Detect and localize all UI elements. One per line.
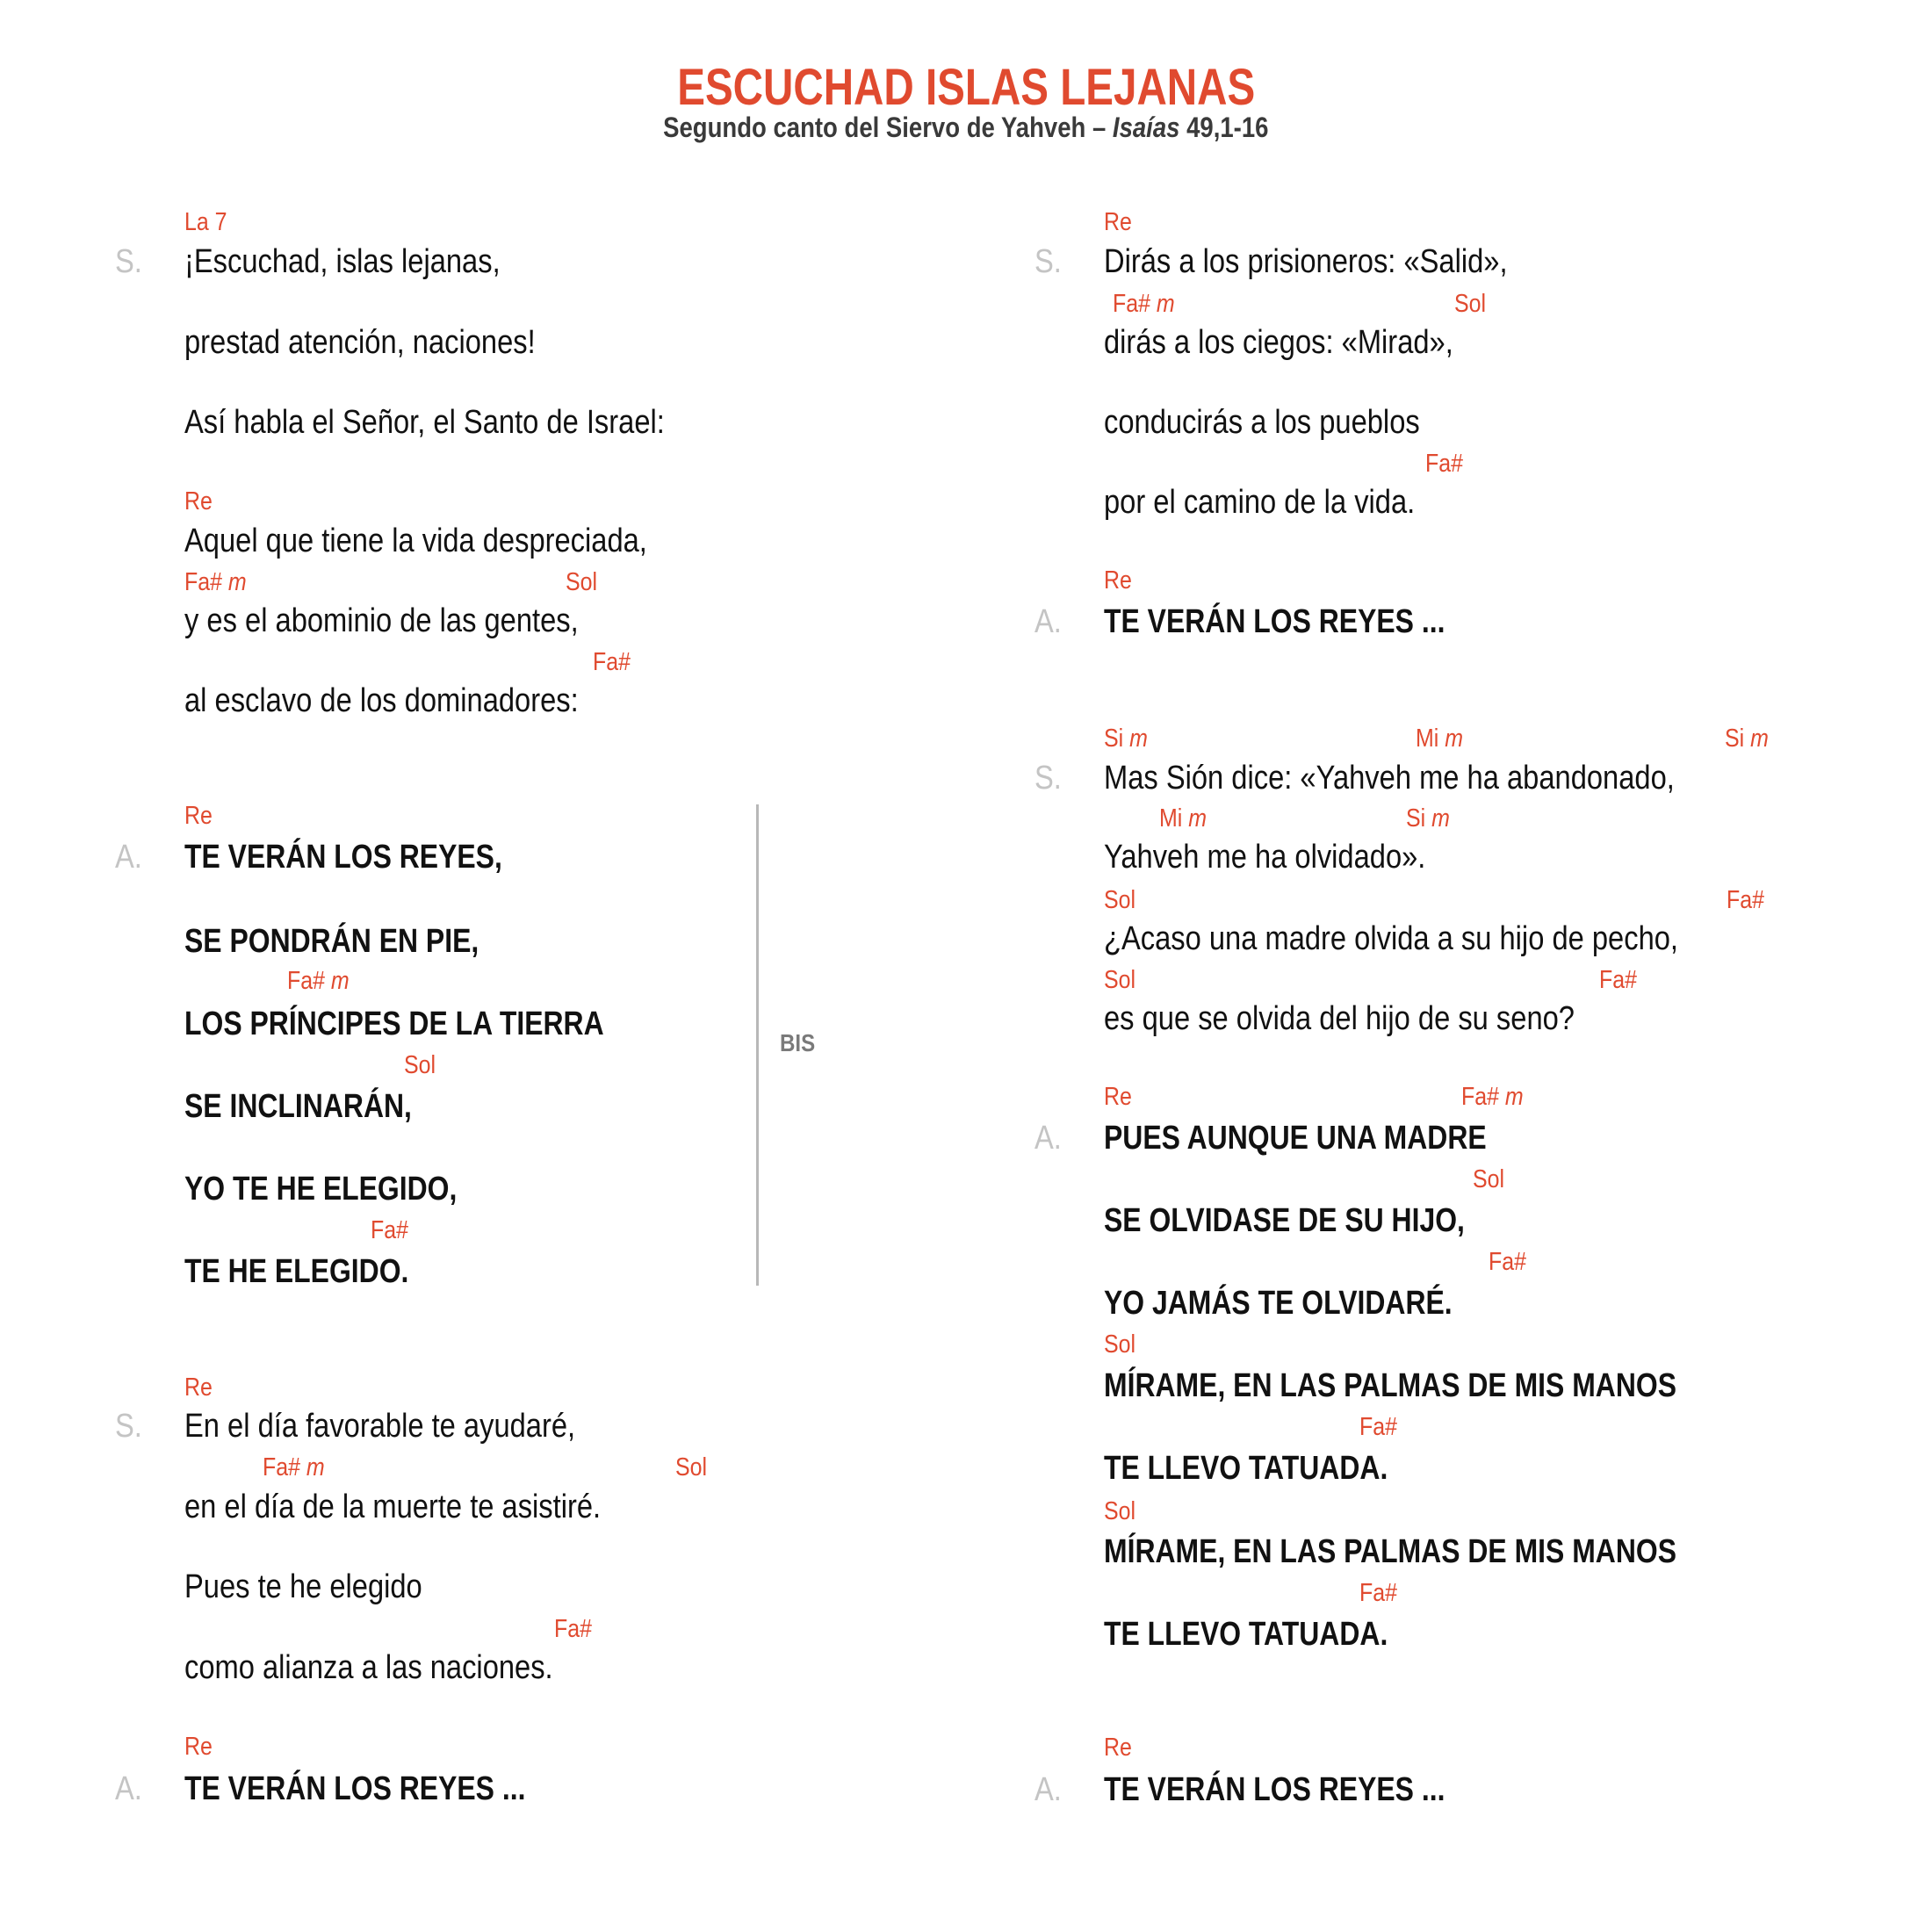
chord: Sol [1104, 966, 1136, 994]
chord: Mi m [1416, 724, 1464, 753]
section-marker: A. [1034, 603, 1062, 640]
lyric-line: Mas Sión dice: «Yahveh me ha abandonado, [1104, 760, 1675, 797]
lyric-line: LOS PRÍNCIPES DE LA TIERRA [184, 1006, 604, 1042]
chord: Sol [1454, 290, 1487, 318]
chord: Re [1104, 566, 1132, 595]
chord: Sol [1473, 1165, 1505, 1193]
chord: Fa# [1359, 1579, 1397, 1607]
chord: Mi m [1159, 804, 1208, 833]
subtitle-reference: 49,1-16 [1179, 112, 1269, 143]
lyric-line: ¿Acaso una madre olvida a su hijo de pecho, [1104, 920, 1679, 957]
song-subtitle [0, 112, 1932, 144]
chord: Si m [1725, 724, 1769, 753]
chord: Fa# m [1113, 290, 1175, 318]
chord: La 7 [184, 208, 227, 236]
chord: Fa# [1425, 450, 1463, 478]
chord: Re [184, 487, 213, 515]
lyric-line: MÍRAME, EN LAS PALMAS DE MIS MANOS [1104, 1367, 1677, 1404]
lyric-line: Pues te he elegido [184, 1568, 422, 1605]
lyric-line: TE LLEVO TATUADA. [1104, 1450, 1388, 1487]
chord: Fa# [1727, 886, 1764, 914]
lyric-line: Dirás a los prisioneros: «Salid», [1104, 243, 1508, 280]
chord: Fa# m [1461, 1083, 1524, 1111]
chord: Fa# [1359, 1413, 1397, 1441]
chord: Re [1104, 1734, 1132, 1762]
lyric-line: En el día favorable te ayudaré, [184, 1408, 576, 1445]
chord: Fa# m [263, 1453, 325, 1481]
chord: Fa# [1489, 1248, 1526, 1276]
chord: Re [1104, 1083, 1132, 1111]
lyric-line: ¡Escuchad, islas lejanas, [184, 243, 501, 280]
chord: Fa# m [287, 967, 350, 995]
chord: Sol [1104, 1330, 1136, 1359]
chord: Fa# [371, 1216, 408, 1244]
lyric-line: TE VERÁN LOS REYES ... [1104, 603, 1445, 640]
subtitle-text: Segundo canto del Siervo de Yahveh – [663, 112, 1114, 143]
lyric-line: prestad atención, naciones! [184, 324, 536, 361]
lyric-line: por el camino de la vida. [1104, 484, 1416, 521]
lyric-line: Así habla el Señor, el Santo de Israel: [184, 404, 665, 441]
chord: Si m [1406, 804, 1450, 833]
chord: Sol [1104, 886, 1136, 914]
chord: Sol [566, 568, 598, 596]
lyric-line: SE OLVIDASE DE SU HIJO, [1104, 1202, 1465, 1239]
section-marker: S. [115, 243, 142, 280]
subtitle-book: Isaías [1113, 112, 1180, 143]
chord: Fa# [1599, 966, 1637, 994]
chord: Fa# [554, 1615, 592, 1643]
lyric-line: TE VERÁN LOS REYES, [184, 839, 502, 876]
lyric-line: MÍRAME, EN LAS PALMAS DE MIS MANOS [1104, 1533, 1677, 1570]
lyric-line: y es el abominio de las gentes, [184, 602, 579, 639]
chord: Sol [675, 1453, 708, 1481]
lyric-line: YO TE HE ELEGIDO, [184, 1171, 458, 1208]
chord: Re [184, 1733, 213, 1761]
section-marker: A. [1034, 1771, 1062, 1808]
repeat-label-bis: BIS [780, 1029, 816, 1056]
lyric-line: dirás a los ciegos: «Mirad», [1104, 324, 1453, 361]
section-marker: S. [115, 1408, 142, 1445]
lyric-line: Aquel que tiene la vida despreciada, [184, 523, 647, 559]
chord: Re [184, 1373, 213, 1402]
chord: Re [184, 802, 213, 830]
lyric-line: YO JAMÁS TE OLVIDARÉ. [1104, 1285, 1453, 1322]
section-marker: S. [1034, 760, 1062, 797]
repeat-bracket-line [756, 804, 759, 1286]
lyric-line: TE VERÁN LOS REYES ... [184, 1770, 526, 1807]
chord: Si m [1104, 724, 1148, 753]
lyric-line: conducirás a los pueblos [1104, 404, 1420, 441]
section-marker: A. [115, 1770, 142, 1807]
lyric-line: al esclavo de los dominadores: [184, 682, 579, 719]
chord: Re [1104, 208, 1132, 236]
lyric-line: TE LLEVO TATUADA. [1104, 1616, 1388, 1653]
section-marker: A. [115, 839, 142, 876]
chord: Fa# [593, 648, 631, 676]
lyric-line: en el día de la muerte te asistiré. [184, 1489, 602, 1525]
lyric-line: SE INCLINARÁN, [184, 1088, 412, 1125]
lyric-line: como alianza a las naciones. [184, 1649, 553, 1686]
chord: Sol [1104, 1497, 1136, 1525]
lyric-line: SE PONDRÁN EN PIE, [184, 923, 479, 960]
section-marker: A. [1034, 1120, 1062, 1157]
section-marker: S. [1034, 243, 1062, 280]
lyric-line: PUES AUNQUE UNA MADRE [1104, 1120, 1487, 1157]
lyric-line: TE VERÁN LOS REYES ... [1104, 1771, 1445, 1808]
lyric-line: Yahveh me ha olvidado». [1104, 839, 1426, 876]
chord: Sol [404, 1051, 436, 1079]
lyric-line: TE HE ELEGIDO. [184, 1253, 409, 1290]
song-title: ESCUCHAD ISLAS LEJANAS [677, 59, 1255, 116]
lyric-line: es que se olvida del hijo de su seno? [1104, 1000, 1575, 1037]
chord: Fa# m [184, 568, 247, 596]
